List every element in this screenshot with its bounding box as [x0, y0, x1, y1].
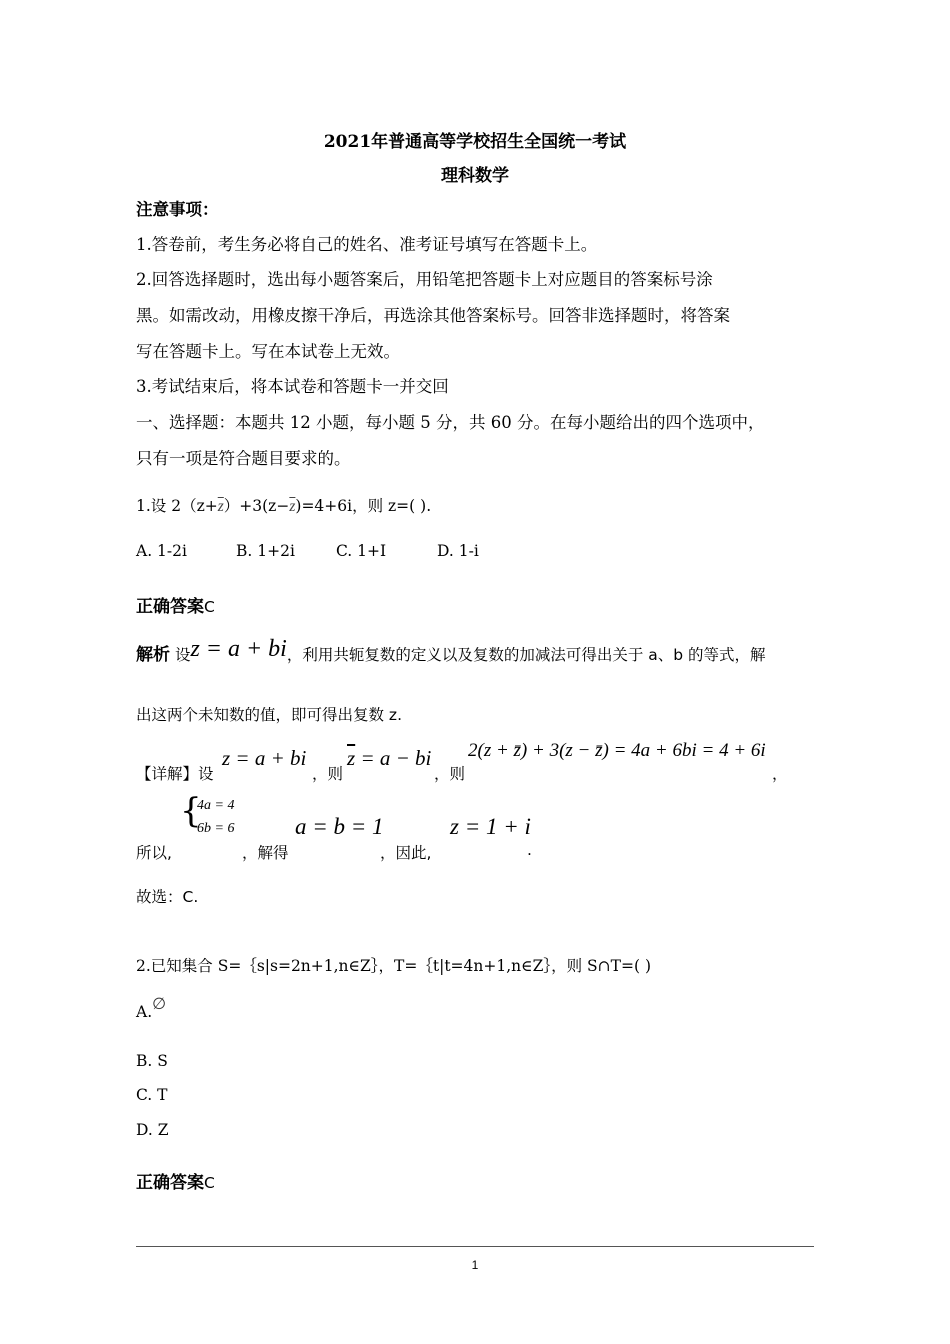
question-2-answer: 正确答案C — [136, 1173, 215, 1193]
empty-set-symbol: ∅ — [152, 994, 167, 1013]
notice-heading: 注意事项： — [136, 200, 219, 219]
question-1-option-b: B. 1+2i — [236, 542, 295, 560]
so-label: 所以, — [136, 844, 172, 862]
hence-formula: z = 1 + i — [450, 814, 531, 839]
question-2-option-d: D. Z — [136, 1121, 169, 1139]
system-brace: { — [180, 791, 202, 831]
solve-label: ，解得 — [242, 844, 289, 862]
detail-formula-2: $\overline{z} = a$ − bi — [347, 746, 432, 770]
system-equation-2: 6b = 6 — [197, 821, 235, 836]
detail-formula-3: 2(z + z̄) + 3(z − z̄) = 4a + 6bi = 4 + 6i — [468, 740, 766, 761]
notice-item-1: 1.答卷前，考生务必将自己的姓名、准考证号填写在答题卡上。 — [136, 235, 598, 254]
detail-separator-1: ，则 — [312, 765, 344, 783]
footer-divider — [136, 1246, 814, 1247]
z-conjugate: $\overline{z}$ — [289, 498, 296, 515]
question-1-conclusion: 故选：C. — [136, 888, 199, 906]
solve-formula: a = b = 1 — [295, 814, 384, 839]
question-2-stem: 2.已知集合 S=｛s|s=2n+1,n∈Z｝，T=｛t|t=4n+1,n∈Z｝，则 S∩T=( ) — [136, 957, 652, 975]
section-1-instructions-line-2: 只有一项是符合题目要求的。 — [136, 449, 351, 468]
notice-item-2-line-1: 2.回答选择题时，选出每小题答案后，用铅笔把答题卡上对应题目的答案标号涂 — [136, 270, 713, 289]
analysis-formula: z = a + bi — [190, 636, 287, 662]
page-number: 1 — [471, 1258, 479, 1272]
notice-item-3: 3.考试结束后，将本试卷和答题卡一并交回 — [136, 377, 449, 396]
question-2-option-c: C. T — [136, 1086, 168, 1104]
question-1-option-d: D. 1-i — [437, 542, 479, 560]
question-1-analysis: 解析 设z = a + bi，利用共轭复数的定义以及复数的加减法可得出关于 a、b 的等式，解 — [136, 636, 766, 665]
detail-separator-2: ，则 — [434, 765, 466, 783]
question-1-option-a: A. 1-2i — [136, 542, 187, 560]
question-1-option-c: C. 1+I — [336, 542, 387, 560]
question-2-option-b: B. S — [136, 1052, 168, 1070]
notice-item-2-line-3: 写在答题卡上。写在本试卷上无效。 — [136, 342, 400, 361]
question-1-answer: 正确答案C — [136, 597, 215, 617]
system-equation-1: 4a = 4 — [197, 798, 235, 813]
final-period: . — [527, 841, 532, 859]
question-1-stem: 1.设 $2(z+\overline{z})+3(z-\overline{z})=4+6i$，则 z=( ). — [136, 497, 432, 515]
hence-label: ，因此, — [380, 844, 432, 862]
z-conjugate: $\overline{z}$ — [217, 498, 224, 515]
question-1-detail-label: 【详解】设 — [136, 765, 214, 783]
question-2-option-a: A.∅ — [136, 994, 167, 1021]
exam-subtitle: 理科数学 — [441, 166, 509, 186]
question-1-analysis-line-2: 出这两个未知数的值，即可得出复数 z. — [136, 706, 402, 724]
detail-formula-1: z = a + bi — [222, 746, 307, 770]
detail-end-comma: ， — [772, 765, 788, 783]
section-1-instructions-line-1: 一、选择题：本题共 12 小题，每小题 5 分，共 60 分。在每小题给出的四个选项中， — [136, 413, 765, 432]
exam-title: 2021年普通高等学校招生全国统一考试 — [323, 132, 627, 152]
notice-item-2-line-2: 黑。如需改动，用橡皮擦干净后，再选涂其他答案标号。回答非选择题时，将答案 — [136, 306, 730, 325]
